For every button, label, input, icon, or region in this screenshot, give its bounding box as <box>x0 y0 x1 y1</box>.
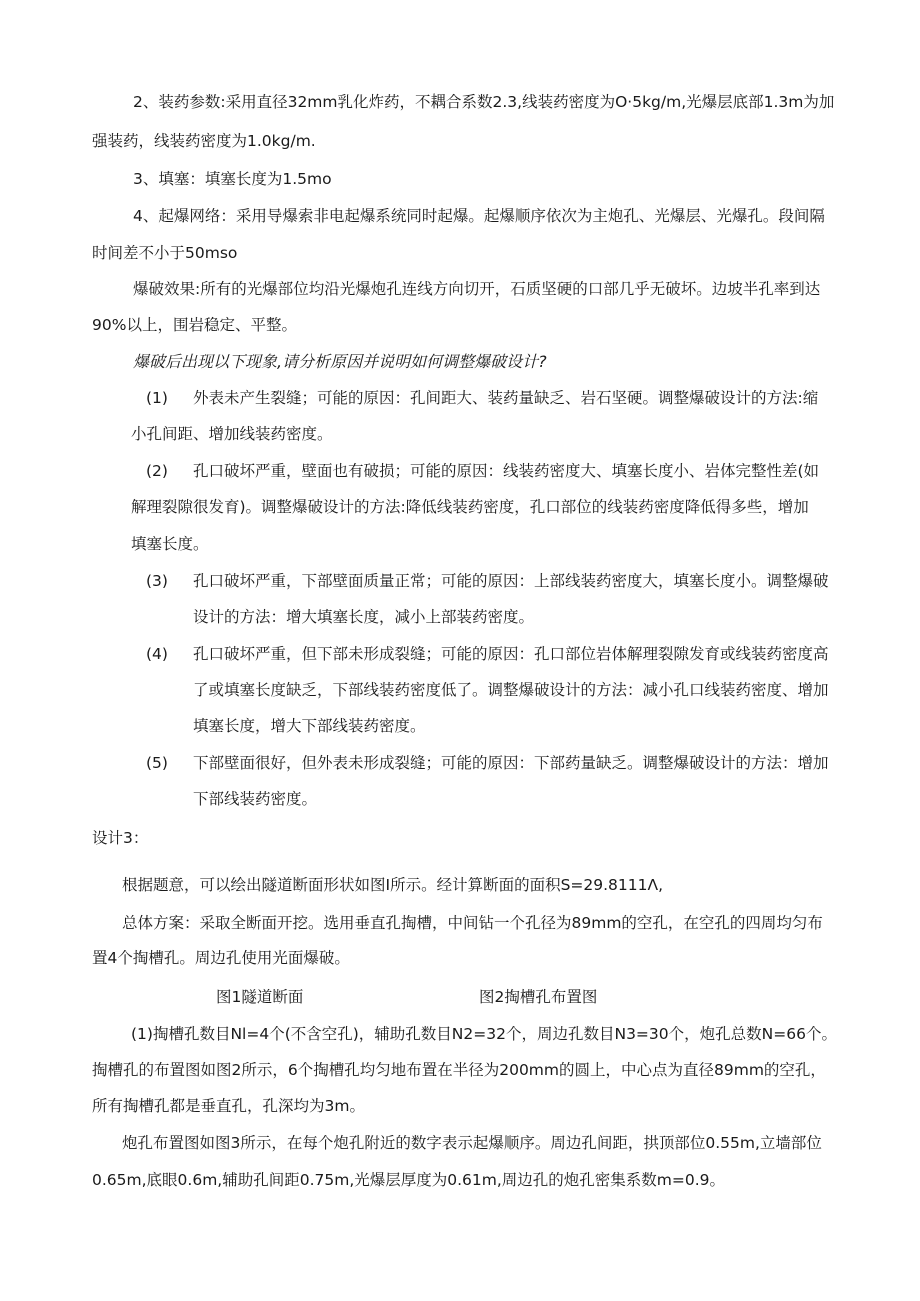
text-line: 3、填塞：填塞长度为1.5mo <box>133 170 332 188</box>
text-line: 掏槽孔的布置图如图2所示，6个掏槽孔均匀地布置在半径为200mm的圆上，中心点为直径89mm的空孔， <box>92 1061 826 1079</box>
section-heading: 爆破后出现以下现象,请分析原因并说明如何调整爆破设计? <box>133 352 547 371</box>
text-line: 0.65m,底眼0.6m,辅助孔间距0.75m,光爆层厚度为0.61m,周边孔的炮孔密集系数m=0.9。 <box>92 1171 726 1189</box>
text-line: 总体方案：采取全断面开挖。选用垂直孔掏槽，中间钻一个孔径为89mm的空孔，在空孔的四周均匀布 <box>122 914 823 932</box>
text-line: 所有掏槽孔都是垂直孔，孔深均为3m。 <box>92 1097 365 1115</box>
item-number: (3) <box>146 572 168 590</box>
item-line: 孔口破坏严重，壁面也有破损；可能的原因：线装药密度大、填塞长度小、岩体完整性差(如 <box>193 462 820 480</box>
text-line: 强装药，线装药密度为1.0kg∕m. <box>92 132 316 150</box>
item-number: (2) <box>146 462 168 480</box>
item-number: (1) <box>146 389 168 407</box>
item-number: (4) <box>146 645 168 663</box>
item-line: 小孔间距、增加线装药密度。 <box>131 425 333 443</box>
item-line: 外表未产生裂缝；可能的原因：孔间距大、装药量缺乏、岩石坚硬。调整爆破设计的方法:缩 <box>193 389 819 407</box>
item-line: 孔口破坏严重，下部壁面质量正常；可能的原因：上部线装药密度大，填塞长度小。调整爆破 <box>193 572 829 590</box>
item-line: 了或填塞长度缺乏，下部线装药密度低了。调整爆破设计的方法：减小孔口线装药密度、增加 <box>193 681 829 699</box>
item-line: 解理裂隙很发育)。调整爆破设计的方法:降低线装药密度，孔口部位的线装药密度降低得多些，增加 <box>131 498 809 516</box>
item-line: 孔口破坏严重，但下部未形成裂缝；可能的原因：孔口部位岩体解理裂隙发育或线装药密度高 <box>193 645 829 663</box>
figure-caption-2: 图2掏槽孔布置图 <box>479 988 598 1006</box>
text-line: 2、装药参数:采用直径32mm乳化炸药，不耦合系数2.3,线装药密度为O·5kg∕m,光爆层底部1.3m为加 <box>133 93 835 111</box>
text-line: 4、起爆网络：采用导爆索非电起爆系统同时起爆。起爆顺序依次为主炮孔、光爆层、光爆孔。段间隔 <box>133 207 825 225</box>
text-line: 时间差不小于50mso <box>92 244 238 262</box>
item-line: 下部线装药密度。 <box>193 790 318 808</box>
text-line: 置4个掏槽孔。周边孔使用光面爆破。 <box>92 949 350 967</box>
text-line: 90%以上，围岩稳定、平整。 <box>92 316 297 334</box>
text-line: 根据题意，可以绘出隧道断面形状如图I所示。经计算断面的面积S=29.8111Λ, <box>122 876 664 894</box>
figure-caption-1: 图1隧道断面 <box>216 988 304 1006</box>
design-title: 设计3： <box>92 829 149 847</box>
item-line: 下部壁面很好，但外表未形成裂缝；可能的原因：下部药量缺乏。调整爆破设计的方法：增加 <box>193 754 829 772</box>
text-line: 爆破效果:所有的光爆部位均沿光爆炮孔连线方向切开，石质坚硬的口部几乎无破坏。边坡半孔率到达 <box>133 280 821 298</box>
text-line: (1)掏槽孔数目Nl=4个(不含空孔)，辅助孔数目N2=32个，周边孔数目N3=30个，炮孔总数N=66个。 <box>131 1025 837 1043</box>
item-number: (5) <box>146 754 168 772</box>
item-line: 设计的方法：增大填塞长度，减小上部装药密度。 <box>193 608 535 626</box>
item-line: 填塞长度，增大下部线装药密度。 <box>193 717 426 735</box>
text-line: 炮孔布置图如图3所示，在每个炮孔附近的数字表示起爆顺序。周边孔间距，拱顶部位0.55m,立墙部位 <box>122 1134 822 1152</box>
item-line: 填塞长度。 <box>131 535 209 553</box>
